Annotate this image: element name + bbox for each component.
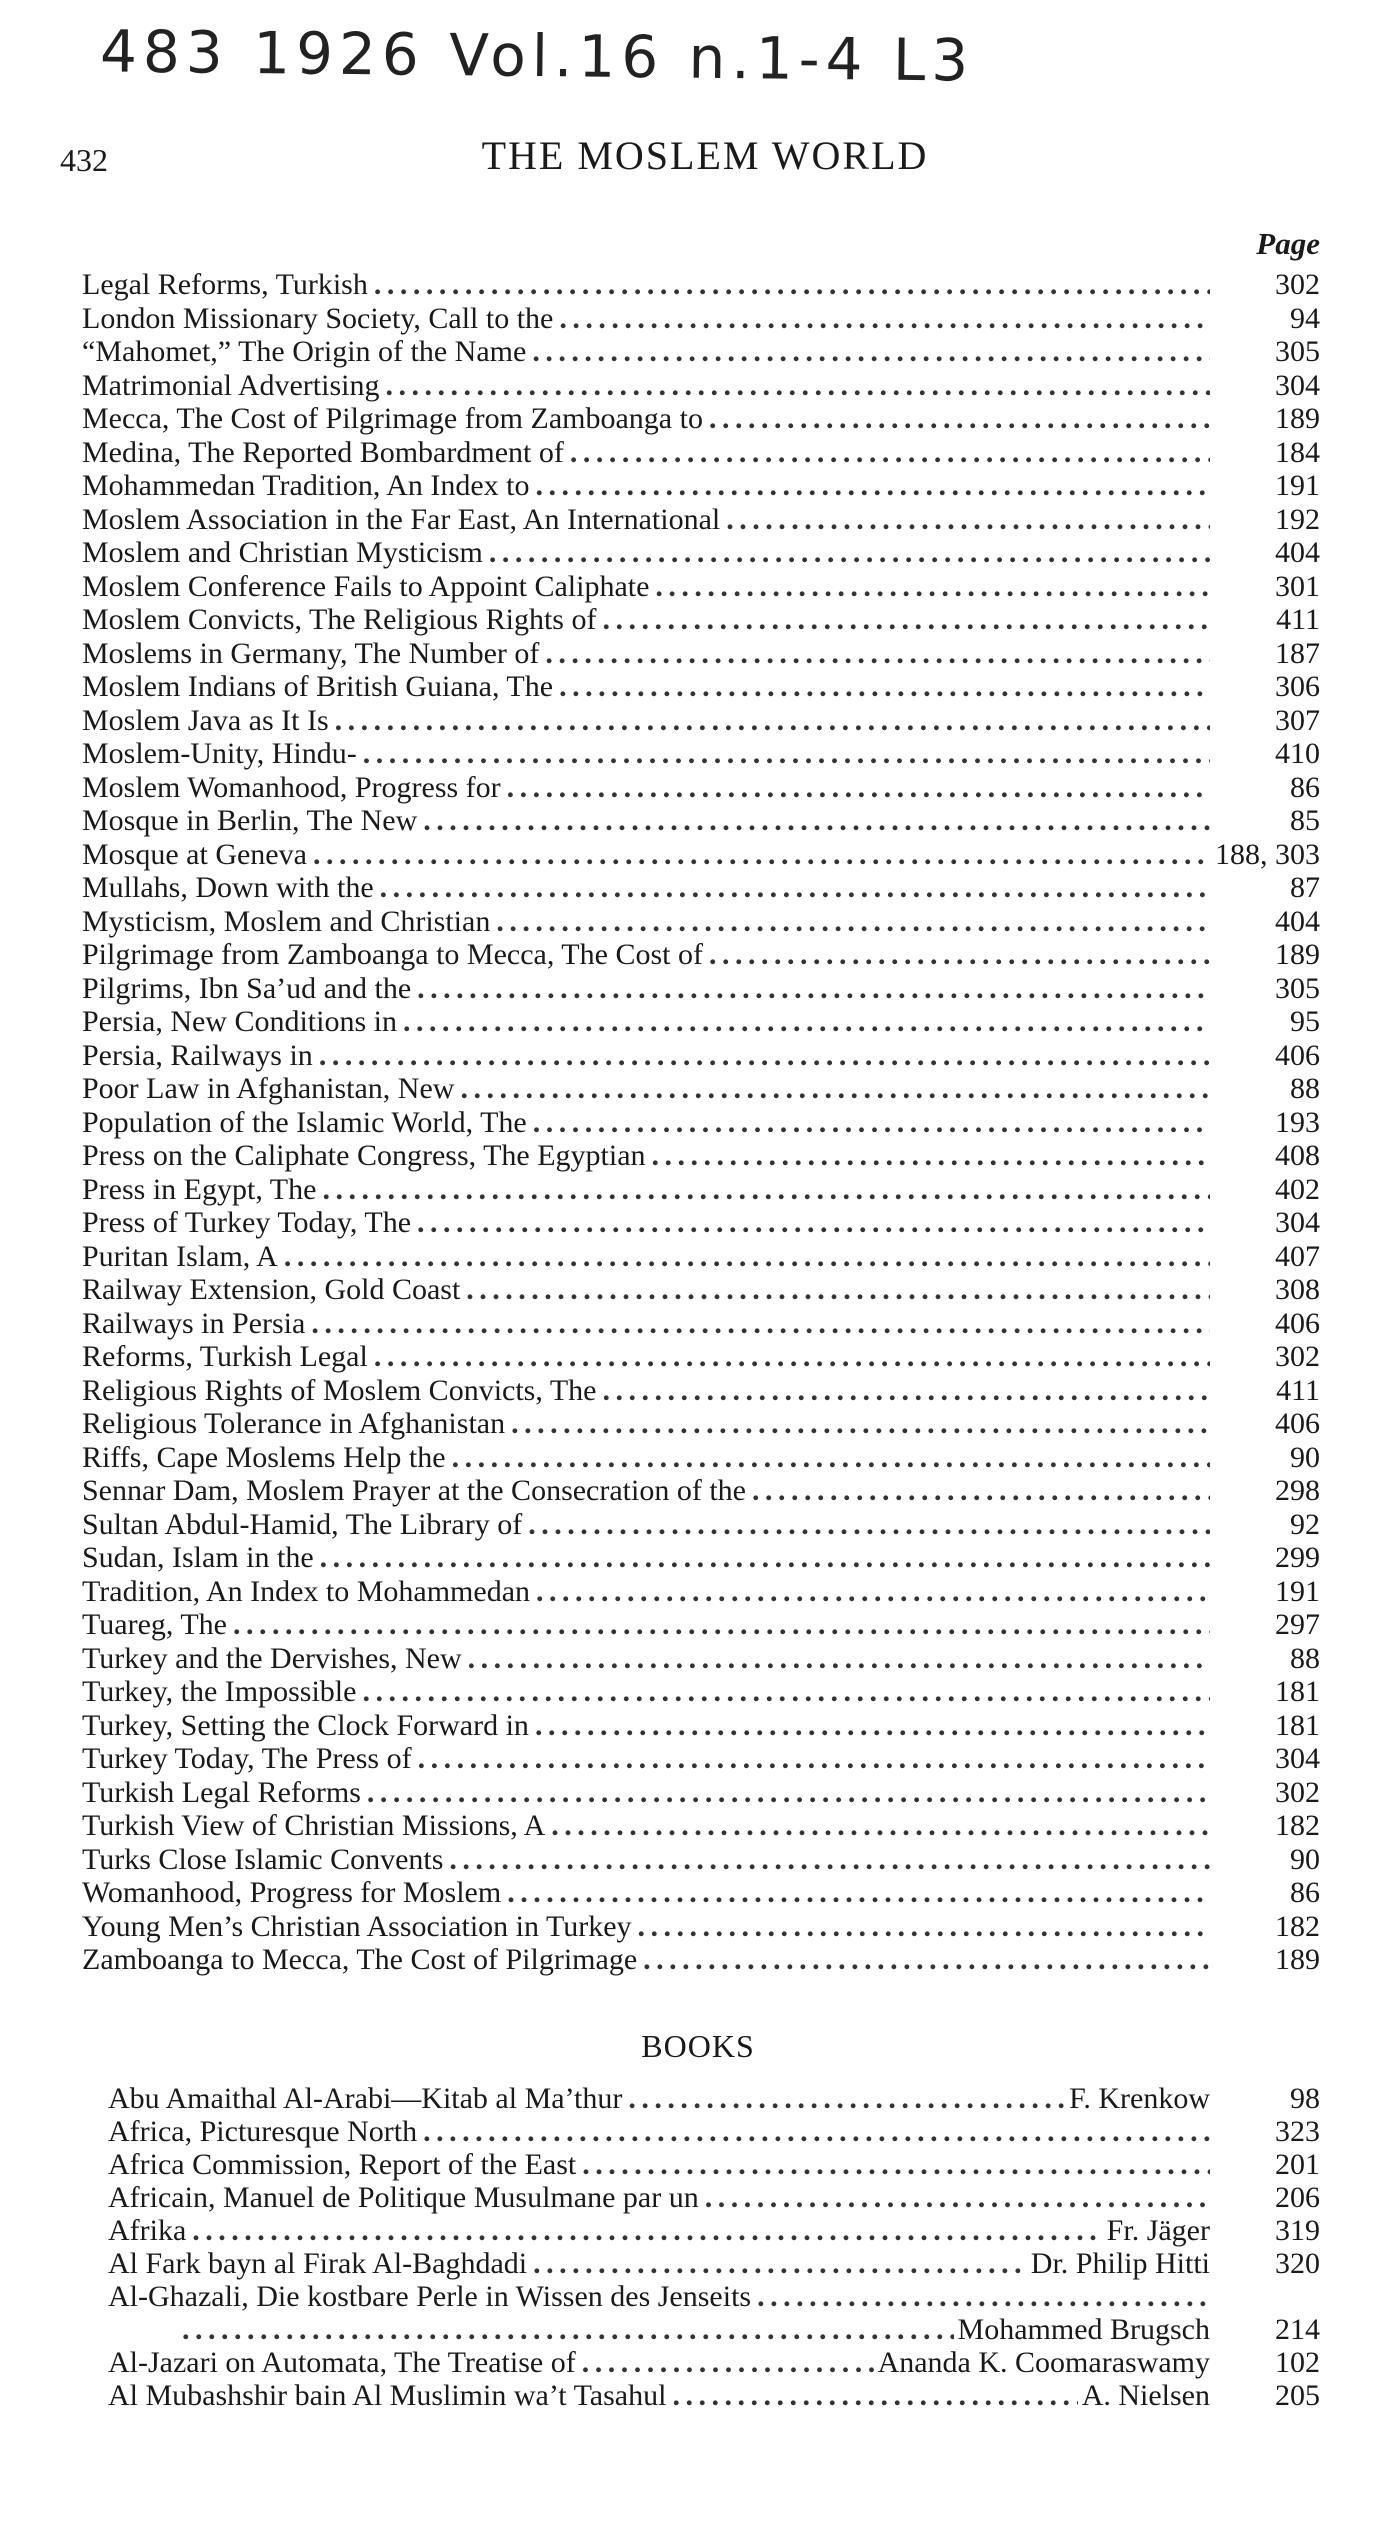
entry-page: 404 <box>1275 904 1320 938</box>
index-entry <box>108 2082 1320 2115</box>
entry-author: A. Nielsen <box>1081 2379 1210 2412</box>
index-entry <box>108 2280 1320 2313</box>
index-entry <box>82 1709 1320 1743</box>
entry-title: Turks Close Islamic Convents <box>82 1842 444 1876</box>
index-entry <box>82 1005 1320 1039</box>
index-entry <box>82 369 1320 403</box>
entry-title: Al Fark bayn al Firak Al-Baghdadi <box>108 2247 528 2280</box>
entry-page: 304 <box>1275 1742 1320 1775</box>
entry-page: 86 <box>1290 770 1320 804</box>
entry-title: Persia, Railways in <box>82 1038 313 1072</box>
entry-title: Riffs, Cape Moslems Help the <box>82 1440 446 1474</box>
entry-title: Railway Extension, Gold Coast <box>82 1273 461 1306</box>
dot-leader <box>322 1173 1210 1207</box>
index-entry <box>82 637 1320 671</box>
index-entry <box>82 1943 1320 1977</box>
dot-leader <box>182 2313 954 2346</box>
entry-page: 411 <box>1276 1373 1320 1407</box>
dot-leader <box>313 838 1210 872</box>
index-entry <box>108 2181 1320 2214</box>
entry-title: Turkey, the Impossible <box>82 1675 357 1708</box>
page-number: 432 <box>60 142 108 178</box>
dot-leader <box>417 972 1210 1006</box>
entry-title: Press on the Caliphate Congress, The Egyptian <box>82 1139 646 1172</box>
entry-title: Zamboanga to Mecca, The Cost of Pilgrimage <box>82 1943 638 1976</box>
dot-leader <box>385 369 1210 403</box>
entry-page: 182 <box>1275 1909 1320 1943</box>
index-entry <box>108 2148 1320 2181</box>
entry-title: Press of Turkey Today, The <box>82 1206 412 1239</box>
entry-author: Fr. Jäger <box>1106 2214 1210 2247</box>
entry-title: Pilgrims, Ibn Sa’ud and the <box>82 971 412 1005</box>
index-entry <box>82 804 1320 838</box>
entry-title: Press in Egypt, The <box>82 1172 317 1206</box>
entry-author: F. Krenkow <box>1069 2082 1210 2115</box>
index-entry <box>82 1575 1320 1609</box>
dot-leader <box>417 1206 1210 1240</box>
index-entry <box>108 2214 1320 2247</box>
entry-title: Africa, Picturesque North <box>108 2115 418 2148</box>
index-entry <box>108 2379 1320 2412</box>
entry-title: Matrimonial Advertising <box>82 368 380 402</box>
dot-leader <box>452 1441 1210 1475</box>
dot-leader <box>757 2280 1210 2313</box>
entry-page: 319 <box>1275 2214 1320 2247</box>
dot-leader <box>559 302 1210 336</box>
index-entry <box>82 1106 1320 1140</box>
dot-leader <box>233 1608 1210 1642</box>
entry-page: 181 <box>1275 1675 1320 1708</box>
dot-leader <box>726 503 1210 537</box>
index-entry <box>82 503 1320 537</box>
books-heading: BOOKS <box>641 2028 755 2064</box>
entry-page: 88 <box>1290 1641 1320 1675</box>
entry-title: Turkey Today, The Press of <box>82 1742 412 1775</box>
index-entry <box>82 704 1320 738</box>
entry-title: Afrika <box>108 2214 187 2247</box>
index-entry <box>82 670 1320 704</box>
entry-title: Turkey and the Dervishes, New <box>82 1641 462 1675</box>
page-header <box>60 128 1350 188</box>
entry-page: 406 <box>1275 1407 1320 1440</box>
dot-leader <box>559 670 1210 704</box>
entry-title: Moslem Java as It Is <box>82 703 329 737</box>
entry-page: 85 <box>1290 804 1320 837</box>
index-entry <box>82 972 1320 1006</box>
index-entry <box>82 1541 1320 1575</box>
dot-leader <box>709 938 1210 972</box>
dot-leader <box>545 637 1210 671</box>
entry-title: Mecca, The Cost of Pilgrimage from Zamboanga to <box>82 402 703 435</box>
entry-title: Moslem Convicts, The Religious Rights of <box>82 603 597 636</box>
entry-title: Turkey, Setting the Clock Forward in <box>82 1708 529 1742</box>
index-entry <box>82 1072 1320 1106</box>
entry-title: Pilgrimage from Zamboanga to Mecca, The Cost of <box>82 938 703 971</box>
entry-title: Moslem and Christian Mysticism <box>82 536 483 569</box>
dot-leader <box>374 268 1210 302</box>
index-entry <box>82 402 1320 436</box>
dot-leader <box>418 1742 1210 1776</box>
dot-leader <box>570 436 1210 470</box>
entry-title: Mosque at Geneva <box>82 837 307 871</box>
entry-title: Legal Reforms, Turkish <box>82 268 368 301</box>
index-entry <box>82 1240 1320 1274</box>
dot-leader <box>449 1843 1210 1877</box>
entry-page: 302 <box>1275 1775 1320 1809</box>
dot-leader <box>489 536 1210 570</box>
entry-page: 323 <box>1275 2115 1320 2148</box>
entry-page: 94 <box>1290 301 1320 335</box>
dot-leader <box>655 570 1210 604</box>
entry-page: 193 <box>1275 1105 1320 1139</box>
index-entry <box>82 1407 1320 1441</box>
entry-page: 302 <box>1275 268 1320 301</box>
entry-page: 86 <box>1290 1876 1320 1909</box>
index-entry <box>82 1608 1320 1642</box>
index-entry <box>82 1441 1320 1475</box>
entry-page: 187 <box>1275 636 1320 670</box>
dot-leader <box>335 704 1210 738</box>
dot-leader <box>533 1106 1210 1140</box>
dot-leader <box>367 1776 1210 1810</box>
entry-page: 299 <box>1275 1541 1320 1574</box>
entry-page: 320 <box>1275 2247 1320 2280</box>
index-entry <box>82 1910 1320 1944</box>
index-entry <box>82 771 1320 805</box>
entry-title: Moslem-Unity, Hindu- <box>82 737 357 770</box>
dot-leader <box>652 1139 1210 1173</box>
dot-leader <box>284 1240 1210 1274</box>
index-entry <box>82 1273 1320 1307</box>
dot-leader <box>602 1374 1210 1408</box>
books-list <box>108 2082 1320 2412</box>
entry-page: 90 <box>1290 1842 1320 1876</box>
dot-leader <box>628 2082 1065 2115</box>
index-entry <box>82 838 1320 872</box>
entry-page: 191 <box>1275 469 1320 502</box>
index-entry <box>82 536 1320 570</box>
entry-title: Africain, Manuel de Politique Musulmane par un <box>108 2181 699 2214</box>
entry-author: Mohammed Brugsch <box>957 2313 1210 2346</box>
index-list <box>82 268 1320 1977</box>
entry-title: Turkish Legal Reforms <box>82 1775 361 1809</box>
entry-title: Reforms, Turkish Legal <box>82 1340 368 1373</box>
dot-leader <box>752 1474 1210 1508</box>
entry-page: 191 <box>1275 1574 1320 1608</box>
dot-leader <box>532 335 1210 369</box>
entry-title: Tradition, An Index to Mohammedan <box>82 1574 531 1608</box>
index-entry <box>82 737 1320 771</box>
entry-page: 304 <box>1275 368 1320 402</box>
entry-title: Poor Law in Afghanistan, New <box>82 1072 455 1105</box>
index-entry <box>82 871 1320 905</box>
entry-title: London Missionary Society, Call to the <box>82 301 554 335</box>
entry-page: 189 <box>1275 402 1320 435</box>
entry-page: 192 <box>1275 502 1320 536</box>
entry-page: 408 <box>1275 1139 1320 1172</box>
dot-leader <box>192 2214 1102 2247</box>
dot-leader <box>507 771 1210 805</box>
entry-title: Moslem Conference Fails to Appoint Caliphate <box>82 569 650 603</box>
entry-title: Abu Amaithal Al-Arabi—Kitab al Ma’thur <box>108 2082 623 2115</box>
entry-page: 87 <box>1290 871 1320 904</box>
dot-leader <box>533 2247 1027 2280</box>
dot-leader <box>320 1541 1210 1575</box>
entry-page: 184 <box>1275 435 1320 469</box>
entry-page: 406 <box>1275 1038 1320 1072</box>
entry-title: Railways in Persia <box>82 1306 306 1340</box>
index-entry <box>82 1642 1320 1676</box>
entry-title: Africa Commission, Report of the East <box>108 2148 577 2181</box>
dot-leader <box>380 871 1210 905</box>
entry-page: 205 <box>1275 2379 1320 2412</box>
index-entry <box>82 1340 1320 1374</box>
index-entry <box>82 905 1320 939</box>
entry-page: 404 <box>1275 536 1320 569</box>
entry-title: Religious Rights of Moslem Convicts, The <box>82 1373 597 1407</box>
dot-leader <box>528 1508 1210 1542</box>
entry-title: Mosque in Berlin, The New <box>82 804 418 837</box>
dot-leader <box>582 2148 1210 2181</box>
entry-page: 307 <box>1275 703 1320 737</box>
entry-page: 188, 303 <box>1215 837 1320 871</box>
index-entry <box>82 570 1320 604</box>
entry-title: Sennar Dam, Moslem Prayer at the Consecration of the <box>82 1474 746 1507</box>
handwritten-shelf-mark: 483 1926 Vol.16 n.1-4 L3 <box>99 17 975 95</box>
entry-author: Dr. Philip Hitti <box>1030 2247 1210 2280</box>
entry-title: Puritan Islam, A <box>82 1239 278 1273</box>
index-entry <box>82 1039 1320 1073</box>
dot-leader <box>363 737 1210 771</box>
entry-page: 305 <box>1275 335 1320 368</box>
entry-page: 402 <box>1275 1172 1320 1206</box>
entry-page: 308 <box>1275 1273 1320 1306</box>
entry-title: Medina, The Reported Bombardment of <box>82 435 564 469</box>
entry-page: 92 <box>1290 1507 1320 1541</box>
index-entry <box>82 1843 1320 1877</box>
index-entry <box>82 1206 1320 1240</box>
entry-page: 214 <box>1275 2313 1320 2346</box>
dot-leader <box>638 1910 1210 1944</box>
entry-page: 90 <box>1290 1440 1320 1474</box>
dot-leader <box>311 1307 1210 1341</box>
index-entry <box>82 1776 1320 1810</box>
entry-page: 410 <box>1275 737 1320 770</box>
entry-title: “Mahomet,” The Origin of the Name <box>82 335 527 368</box>
entry-title: Mullahs, Down with the <box>82 871 374 904</box>
dot-leader <box>460 1072 1210 1106</box>
index-entry <box>82 1173 1320 1207</box>
index-entry <box>82 938 1320 972</box>
entry-page: 102 <box>1275 2346 1320 2379</box>
entry-title: Mysticism, Moslem and Christian <box>82 904 491 938</box>
dot-leader <box>602 603 1210 637</box>
index-entry <box>82 436 1320 470</box>
index-entry <box>82 1139 1320 1173</box>
entry-title: Moslem Association in the Far East, An International <box>82 502 721 536</box>
entry-page: 411 <box>1276 603 1320 636</box>
dot-leader <box>468 1642 1210 1676</box>
index-entry <box>82 1474 1320 1508</box>
index-entry <box>82 1307 1320 1341</box>
entry-page: 298 <box>1275 1474 1320 1507</box>
entry-title: Al Mubashshir bain Al Muslimin wa’t Tasahul <box>108 2379 667 2412</box>
dot-leader <box>374 1340 1210 1374</box>
dot-leader <box>705 2181 1210 2214</box>
entry-page: 297 <box>1275 1608 1320 1641</box>
index-entry <box>108 2115 1320 2148</box>
entry-page: 88 <box>1290 1072 1320 1105</box>
dot-leader <box>423 2115 1210 2148</box>
index-entry <box>108 2313 1320 2346</box>
index-entry <box>82 302 1320 336</box>
dot-leader <box>643 1943 1210 1977</box>
dot-leader <box>511 1407 1210 1441</box>
index-entry <box>82 335 1320 369</box>
dot-leader <box>582 2346 874 2379</box>
entry-page: 305 <box>1275 971 1320 1005</box>
entry-title: Al-Jazari on Automata, The Treatise of <box>108 2346 576 2379</box>
index-entry <box>82 1809 1320 1843</box>
entry-title: Tuareg, The <box>82 1608 227 1641</box>
entry-title: Young Men’s Christian Association in Turkey <box>82 1909 632 1943</box>
index-entry <box>82 1742 1320 1776</box>
dot-leader <box>551 1809 1210 1843</box>
entry-page: 95 <box>1290 1005 1320 1038</box>
dot-leader <box>535 1709 1210 1743</box>
running-head: THE MOSLEM WORLD <box>481 133 929 178</box>
page-column-label: Page <box>1256 226 1320 261</box>
entry-page: 301 <box>1275 569 1320 603</box>
dot-leader <box>423 804 1210 838</box>
entry-title: Moslems in Germany, The Number of <box>82 636 540 670</box>
entry-page: 206 <box>1275 2181 1320 2214</box>
entry-title: Population of the Islamic World, The <box>82 1105 527 1139</box>
dot-leader <box>709 402 1210 436</box>
index-entry <box>82 1876 1320 1910</box>
dot-leader <box>672 2379 1077 2412</box>
dot-leader <box>536 1575 1210 1609</box>
index-entry <box>108 2247 1320 2280</box>
entry-page: 98 <box>1290 2082 1320 2115</box>
entry-page: 189 <box>1275 938 1320 971</box>
dot-leader <box>362 1675 1210 1709</box>
entry-page: 304 <box>1275 1206 1320 1239</box>
entry-title: Religious Tolerance in Afghanistan <box>82 1407 506 1440</box>
entry-page: 306 <box>1275 670 1320 703</box>
entry-title: Al-Ghazali, Die kostbare Perle in Wissen des Jenseits <box>108 2280 752 2313</box>
entry-title: Mohammedan Tradition, An Index to <box>82 469 530 502</box>
entry-title: Moslem Indians of British Guiana, The <box>82 670 554 703</box>
entry-author: Ananda K. Coomaraswamy <box>877 2346 1210 2379</box>
index-entry <box>82 268 1320 302</box>
entry-title: Turkish View of Christian Missions, A <box>82 1809 546 1842</box>
dot-leader <box>496 905 1210 939</box>
entry-page: 302 <box>1275 1340 1320 1373</box>
index-entry <box>82 603 1320 637</box>
index-entry <box>82 1374 1320 1408</box>
index-entry <box>82 1675 1320 1709</box>
dot-leader <box>403 1005 1210 1039</box>
entry-page: 181 <box>1275 1708 1320 1742</box>
dot-leader <box>535 469 1210 503</box>
entry-page: 201 <box>1275 2148 1320 2181</box>
index-entry <box>82 469 1320 503</box>
dot-leader <box>466 1273 1210 1307</box>
index-entry <box>108 2346 1320 2379</box>
entry-title: Moslem Womanhood, Progress for <box>82 770 501 804</box>
dot-leader <box>507 1876 1210 1910</box>
entry-title: Sudan, Islam in the <box>82 1541 314 1574</box>
entry-page: 189 <box>1275 1943 1320 1976</box>
entry-page: 407 <box>1275 1239 1320 1273</box>
entry-title: Womanhood, Progress for Moslem <box>82 1876 502 1909</box>
index-entry <box>82 1508 1320 1542</box>
entry-page: 406 <box>1275 1306 1320 1340</box>
entry-title: Sultan Abdul-Hamid, The Library of <box>82 1507 523 1541</box>
entry-page: 182 <box>1275 1809 1320 1842</box>
dot-leader <box>319 1039 1210 1073</box>
entry-title: Persia, New Conditions in <box>82 1005 397 1038</box>
